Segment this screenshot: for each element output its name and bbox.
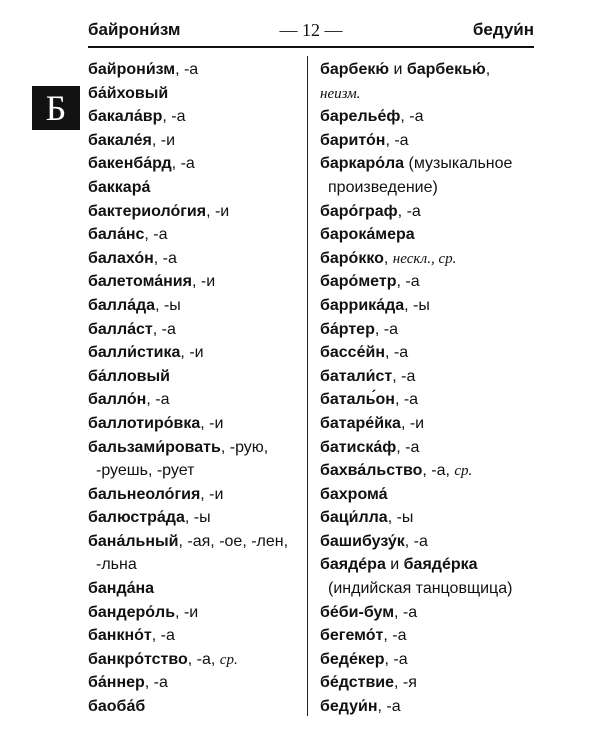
dictionary-entry (320, 152, 534, 176)
headword: баядéра (320, 556, 386, 574)
dictionary-entry (320, 294, 534, 318)
headword: батиска́ф (320, 438, 397, 456)
dictionary-entry (320, 671, 534, 695)
headword: бассе́йн (320, 344, 385, 362)
grammar-note: , -ы (404, 296, 430, 314)
dictionary-entry (320, 601, 534, 625)
grammar-note: , -я (394, 674, 417, 692)
grammar-note: , -а, (187, 650, 220, 668)
grammar-note: , -а (374, 320, 398, 338)
headword: бе́дствие (320, 674, 395, 692)
grammar-note: , -а (144, 674, 168, 692)
grammar-note: , -а (396, 438, 420, 456)
headword: баро́метр (320, 273, 397, 291)
dictionary-entry (88, 648, 300, 672)
headword: балла́ст (88, 320, 153, 338)
dictionary-entry (88, 671, 300, 695)
grammar-note: , -а (397, 202, 421, 220)
grammar-note: , -и (175, 603, 199, 621)
header-rule (88, 46, 534, 48)
dictionary-entry (88, 365, 300, 389)
grammar-note: , -а (151, 627, 175, 645)
headword: байрони́зм (88, 61, 176, 78)
headword: балахо́н (88, 249, 154, 267)
grammar-note: , -и (400, 414, 425, 432)
dictionary-entry (88, 223, 300, 247)
headword: бегемо́т (320, 627, 384, 645)
headword: барока́мера (320, 226, 415, 244)
grammar-note: , -а (392, 367, 416, 385)
headword: баталь́он (320, 391, 395, 409)
headword: ба́лловый (88, 367, 171, 385)
grammar-note: и (389, 61, 407, 78)
dictionary-entry (88, 105, 300, 129)
grammar-note: и (385, 556, 404, 574)
headword: бедуи́н (320, 698, 378, 716)
headword: бакенба́рд (88, 155, 172, 173)
grammar-note: , -и (200, 414, 224, 432)
headword: батали́ст (320, 367, 393, 385)
guide-word-first: байрони́зм (88, 20, 181, 39)
grammar-note: , -а, (422, 462, 455, 480)
dictionary-entry (88, 388, 300, 412)
headword: бакале́я (88, 131, 152, 149)
grammar-note: , -ы (155, 296, 181, 314)
grammar-note: , -рую, (220, 438, 269, 456)
headword: баккара́ (88, 178, 151, 196)
dictionary-entry (88, 58, 300, 82)
entry-continuation: (индийская танцовщица) (328, 580, 513, 598)
grammar-note: , -а (384, 650, 408, 668)
headword: баоба́б (88, 698, 146, 716)
headword: бактериоло́гия (88, 202, 207, 220)
dictionary-entry (320, 365, 534, 389)
headword: балли́стика (88, 344, 181, 362)
dictionary-entry (320, 200, 534, 224)
entry-continuation: -руешь, -рует (96, 462, 195, 480)
usage-label: неизм. (320, 85, 361, 102)
headword: балло́н (88, 391, 147, 409)
dictionary-entry (320, 483, 534, 507)
usage-label: ср. (454, 463, 473, 480)
headword: баро́кко (320, 249, 384, 267)
entry-continuation: -льна (96, 556, 137, 574)
grammar-note: , -ы (184, 509, 211, 527)
headword: бакала́вр (88, 108, 163, 126)
headword-variant: баядéрка (403, 556, 478, 574)
grammar-note: , -и (151, 131, 176, 149)
headword: барелье́ф (320, 108, 401, 126)
dictionary-entry (320, 318, 534, 342)
dictionary-entry (320, 530, 534, 554)
grammar-note: , -а (175, 61, 199, 78)
dictionary-entry (88, 624, 300, 648)
headword: батаре́йка (320, 414, 401, 432)
headword: банкно́т (88, 627, 152, 645)
dictionary-entry (320, 436, 534, 460)
dictionary-entry (88, 577, 300, 601)
left-column (88, 58, 300, 719)
dictionary-entry (320, 648, 534, 672)
headword: беде́кер (320, 650, 385, 668)
running-header (88, 20, 534, 46)
dictionary-entry (320, 388, 534, 412)
grammar-note: , -а (385, 131, 409, 149)
headword: банкро́тство (88, 650, 188, 668)
headword: ба́йховый (88, 84, 169, 102)
headword: банда́на (88, 580, 155, 598)
dictionary-entry (320, 247, 534, 271)
dictionary-entry (88, 341, 300, 365)
headword: баркаро́ла (320, 155, 405, 173)
dictionary-entry (320, 695, 534, 719)
grammar-note: , -а (400, 108, 424, 126)
headword: бальзами́ровать (88, 438, 221, 456)
page-number: — 12 — (279, 20, 343, 40)
headword: баци́лла (320, 509, 388, 527)
grammar-note: , -а (146, 391, 170, 409)
grammar-note: , (485, 61, 491, 78)
dictionary-entry (88, 412, 300, 436)
dictionary-entry (88, 436, 300, 460)
headword: бахва́льство (320, 462, 423, 480)
grammar-note: , -а (377, 698, 401, 716)
grammar-note: , -а (404, 532, 428, 550)
section-letter-tab: Б (32, 86, 80, 130)
headword: бала́нс (88, 226, 145, 244)
dictionary-entry (320, 129, 534, 153)
dictionary-entry (88, 152, 300, 176)
headword: бандеро́ль (88, 603, 176, 621)
headword: бахрома́ (320, 485, 388, 503)
grammar-note: , -и (206, 202, 230, 220)
headword: баро́граф (320, 202, 398, 220)
headword: бальнеоло́гия (88, 485, 201, 503)
right-column (320, 58, 534, 719)
grammar-note: , -а (152, 320, 176, 338)
grammar-note: , -а (153, 249, 177, 267)
headword: бана́льный (88, 532, 179, 550)
dictionary-entry (88, 247, 300, 271)
dictionary-entry (88, 695, 300, 719)
grammar-note: , -а (384, 344, 409, 362)
grammar-note: , (383, 249, 393, 267)
dictionary-entry (88, 530, 300, 554)
dictionary-entry (320, 82, 534, 106)
headword: балюстра́да (88, 509, 185, 527)
headword: балетома́ния (88, 273, 192, 291)
grammar-note: , -а (171, 155, 195, 173)
headword: барито́н (320, 131, 386, 149)
headword: ба́ртер (320, 320, 375, 338)
headword-variant: барбекью́ (406, 61, 486, 78)
dictionary-entry (320, 341, 534, 365)
dictionary-entry (88, 129, 300, 153)
dictionary-entry (320, 223, 534, 247)
entry-continuation: произведение) (328, 178, 438, 196)
grammar-note: , -ая, -ое, -лен, (178, 532, 289, 550)
dictionary-entry (320, 624, 534, 648)
dictionary-entry (320, 553, 534, 577)
headword: бе́би-бум (320, 603, 395, 621)
dictionary-entry (88, 483, 300, 507)
grammar-note: , -и (180, 344, 204, 362)
dictionary-entry (320, 105, 534, 129)
headword: балла́да (88, 296, 156, 314)
dictionary-entry (320, 506, 534, 530)
headword: баррика́да (320, 296, 405, 314)
dictionary-entry (88, 82, 300, 106)
grammar-note: , -ы (387, 509, 414, 527)
grammar-note: , -а (396, 273, 420, 291)
dictionary-entry (88, 318, 300, 342)
grammar-note: , -а (383, 627, 407, 645)
dictionary-entry (320, 459, 534, 483)
dictionary-entry (320, 270, 534, 294)
dictionary-entry (88, 601, 300, 625)
dictionary-entry (320, 58, 534, 82)
grammar-note: , -а (394, 391, 419, 409)
grammar-note: , -а (144, 226, 168, 244)
usage-label: ср. (219, 651, 238, 668)
dictionary-entry (88, 294, 300, 318)
headword: баллотиро́вка (88, 414, 201, 432)
headword: ба́ннер (88, 674, 145, 692)
headword: барбекю́ (320, 61, 390, 78)
grammar-note: (музыкальное (404, 155, 513, 173)
grammar-note: , -и (200, 485, 224, 503)
dictionary-entry (88, 176, 300, 200)
column-divider (307, 56, 308, 716)
usage-label: нескл., ср. (392, 250, 457, 267)
grammar-note: , -и (191, 273, 216, 291)
headword: башибузу́к (320, 532, 405, 550)
grammar-note: , -а (162, 108, 186, 126)
dictionary-entry (88, 270, 300, 294)
grammar-note: , -а (394, 603, 418, 621)
dictionary-entry (88, 200, 300, 224)
dictionary-entry (88, 506, 300, 530)
guide-word-last: бедуи́н (472, 20, 534, 39)
dictionary-entry (320, 412, 534, 436)
